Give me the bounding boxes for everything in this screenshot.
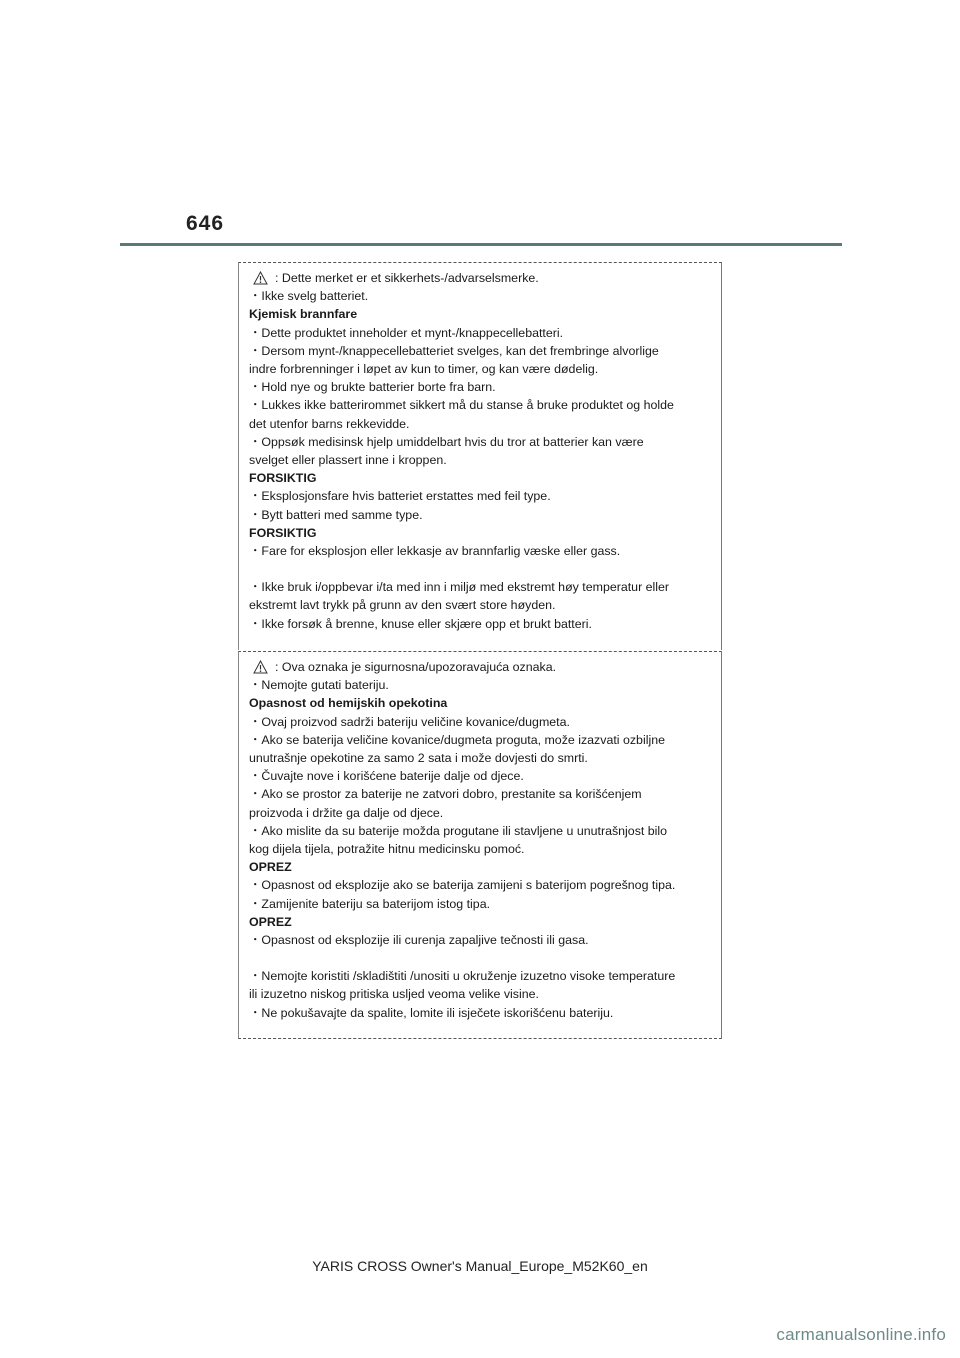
section-heading: Opasnost od hemijskih opekotina: [249, 696, 448, 711]
warning-symbol-line: [249, 658, 713, 676]
text-line: ekstremt lavt trykk på grunn av den svært store høyden.: [249, 598, 556, 613]
text-line: indre forbrenninger i løpet av kun to timer, og kan være dødelig.: [249, 362, 599, 377]
text-line: ・Fare for eksplosjon eller lekkasje av brannfarlig væske eller gass.: [249, 544, 621, 559]
text-line: ・Ovaj proizvod sadrži bateriju veličine kovanice/dugmeta.: [249, 714, 570, 729]
text-line: proizvoda i držite ga dalje od djece.: [249, 805, 444, 820]
text-line: det utenfor barns rekkevidde.: [249, 416, 410, 431]
text-line: kog dijela tijela, potražite hitnu medicinsku pomoć.: [249, 842, 525, 857]
text-line: ・Ikke svelg batteriet.: [249, 289, 369, 304]
text-line: ・Opasnost od eksplozije ako se baterija zamijeni s baterijom pogrešnog tipa.: [249, 878, 676, 893]
text-line: ・Ne pokušavajte da spalite, lomite ili isječete iskorišćenu bateriju.: [249, 1005, 614, 1020]
text-line: ・Nemojte koristiti /skladištiti /unositi u okruženje izuzetno visoke temperature: [249, 969, 676, 984]
text-line: ・Ikke bruk i/oppbevar i/ta med inn i miljø med ekstremt høy temperatur eller: [249, 580, 670, 595]
warning-symbol-line: [249, 269, 713, 287]
section-heading: FORSIKTIG: [249, 525, 317, 540]
section-heading: OPREZ: [249, 860, 292, 875]
warning-triangle-icon: [253, 660, 269, 675]
warning-box-content: [249, 269, 713, 633]
text-line: ・Čuvajte nove i korišćene baterije dalje od djece.: [249, 769, 524, 784]
section-heading: Kjemisk brannfare: [249, 307, 358, 322]
watermark: carmanualsonline.info: [776, 1325, 946, 1344]
warning-triangle-icon: [253, 271, 269, 286]
blank-line: [249, 949, 713, 967]
warning-box-norwegian: [238, 262, 722, 650]
text-line: ・Dette produktet inneholder et mynt-/knappecellebatteri.: [249, 325, 564, 340]
text-line: ・Eksplosjonsfare hvis batteriet erstattes med feil type.: [249, 489, 551, 504]
text-line: ・Zamijenite bateriju sa baterijom istog tipa.: [249, 896, 491, 911]
text-line: svelget eller plassert inne i kroppen.: [249, 453, 447, 468]
warning-box-bosnian: [238, 651, 722, 1039]
text-line: ・Ako se prostor za baterije ne zatvori dobro, prestanite sa korišćenjem: [249, 787, 642, 802]
page-number: 646: [186, 212, 225, 235]
text-line: ・Ako mislite da su baterije možda progutane ili stavljene u unutrašnjost bilo: [249, 823, 668, 838]
text-line: ・Dersom mynt-/knappecellebatteriet svelges, kan det frembringe alvorlige: [249, 343, 659, 358]
manual-footer: YARIS CROSS Owner's Manual_Europe_M52K60_en: [312, 1258, 648, 1274]
text-line: ・Oppsøk medisinsk hjelp umiddelbart hvis du tror at batterier kan være: [249, 434, 644, 449]
warning-symbol-text: : Dette merket er et sikkerhets-/advarselsmerke.: [275, 271, 539, 285]
blank-line: [249, 560, 713, 578]
text-line: ・Ako se baterija veličine kovanice/dugmeta proguta, može izazvati ozbiljne: [249, 732, 665, 747]
text-line: ・Ikke forsøk å brenne, knuse eller skjære opp et brukt batteri.: [249, 616, 592, 631]
text-line: ・Lukkes ikke batterirommet sikkert må du stanse å bruke produktet og holde: [249, 398, 674, 413]
text-line: ・Hold nye og brukte batterier borte fra barn.: [249, 380, 496, 395]
text-line: unutrašnje opekotine za samo 2 sata i može dovjesti do smrti.: [249, 751, 588, 766]
section-heading: OPREZ: [249, 914, 292, 929]
section-heading: FORSIKTIG: [249, 471, 317, 486]
warning-box-content: [249, 658, 713, 1022]
text-line: ili izuzetno niskog pritiska usljed veoma velike visine.: [249, 987, 539, 1002]
text-line: ・Nemojte gutati bateriju.: [249, 678, 389, 693]
header-rule: [120, 243, 842, 246]
warning-symbol-text: : Ova oznaka je sigurnosna/upozoravajuća oznaka.: [275, 660, 557, 674]
text-line: ・Bytt batteri med samme type.: [249, 507, 423, 522]
text-line: ・Opasnost od eksplozije ili curenja zapaljive tečnosti ili gasa.: [249, 933, 589, 948]
